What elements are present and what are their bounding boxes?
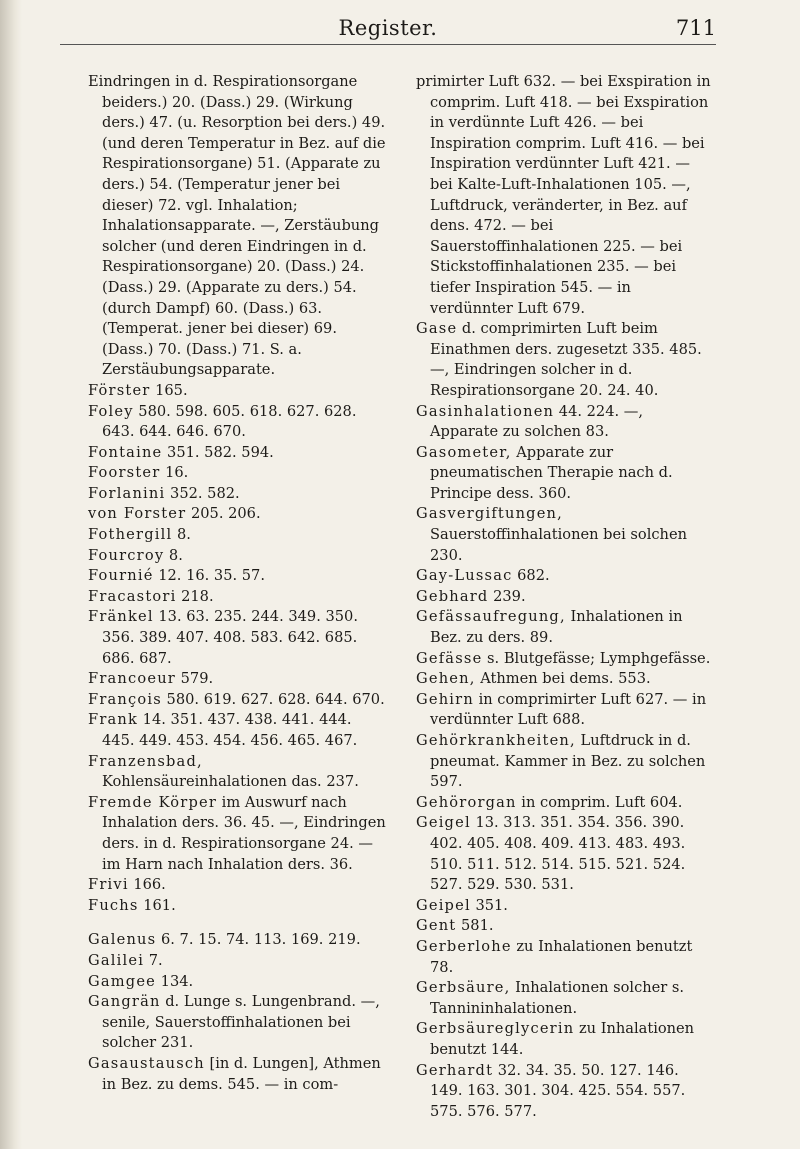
index-entry bbox=[416, 504, 714, 566]
index-references: 351. 582. 594. bbox=[162, 443, 274, 461]
index-references: in comprimirter Luft 627. — in verdünnter Luft 688. bbox=[430, 690, 707, 729]
index-headword: Fracastori bbox=[88, 587, 177, 605]
index-references: 165. bbox=[150, 381, 188, 399]
index-references: d. Lunge s. Lungenbrand. —, senile, Sauerstoffinhalationen bei solcher 231. bbox=[102, 993, 380, 1052]
index-entry bbox=[88, 710, 386, 751]
index-references: 218. bbox=[176, 587, 214, 605]
index-references: 16. bbox=[160, 464, 189, 482]
index-references: Kohlensäureinhalationen das. 237. bbox=[102, 773, 359, 791]
index-references: 682. bbox=[512, 567, 550, 585]
index-headword: Fuchs bbox=[88, 896, 139, 914]
index-headword: Gerberlohe bbox=[416, 937, 512, 955]
index-entry bbox=[416, 669, 714, 690]
index-entry bbox=[88, 443, 386, 464]
index-references: Athmen bei dems. 553. bbox=[475, 670, 651, 688]
page-header bbox=[60, 16, 716, 56]
index-headword: Francoeur bbox=[88, 670, 176, 688]
index-references: d. comprimirten Luft beim Einathmen ders. zugesetzt 335. 485. —, Eindringen solcher in d. Respirationsorgane 20. 24. 40. bbox=[430, 320, 702, 399]
index-references: 351. bbox=[470, 896, 508, 914]
index-headword: Fontaine bbox=[88, 443, 163, 461]
index-entry bbox=[88, 587, 386, 608]
index-references: 13. 63. 235. 244. 349. 350. 356. 389. 407. 408. 583. 642. 685. 686. 687. bbox=[102, 608, 358, 667]
index-references: 7. bbox=[144, 951, 163, 969]
index-references: 12. 16. 35. 57. bbox=[153, 567, 265, 585]
index-entry bbox=[88, 525, 386, 546]
index-headword: Geigel bbox=[416, 814, 471, 832]
index-entry bbox=[88, 951, 386, 972]
index-references: 44. 224. —, Apparate zu solchen 83. bbox=[430, 402, 643, 441]
index-headword: Gehörorgan bbox=[416, 793, 517, 811]
index-headword: Fournié bbox=[88, 567, 154, 585]
page-number: 711 bbox=[675, 16, 716, 40]
index-headword: von Forster bbox=[88, 505, 187, 523]
index-references: 6. 7. 15. 74. 113. 169. 219. bbox=[156, 931, 361, 949]
index-headword: Gefässe bbox=[416, 649, 483, 667]
index-entry bbox=[416, 813, 714, 895]
index-headword: Forlanini bbox=[88, 484, 166, 502]
index-headword: Fremde Körper bbox=[88, 793, 218, 811]
index-references: 134. bbox=[156, 972, 194, 990]
index-entry bbox=[88, 690, 386, 711]
index-entry bbox=[88, 484, 386, 505]
index-entry bbox=[416, 319, 714, 401]
index-headword: Gehörkrankheiten, bbox=[416, 732, 576, 749]
index-headword: Gasinhalationen bbox=[416, 402, 555, 420]
index-references: 8. bbox=[164, 546, 183, 564]
left-column bbox=[88, 72, 386, 1122]
index-references: Apparate zur pneumatischen Therapie nach d. Principe dess. 360. bbox=[430, 443, 673, 502]
index-references: zu Inhalationen benutzt 144. bbox=[430, 1020, 695, 1058]
index-entry bbox=[88, 72, 386, 381]
index-references: 205. 206. bbox=[186, 505, 261, 523]
index-headword: Gase bbox=[416, 320, 458, 338]
index-entry bbox=[88, 669, 386, 690]
index-entry bbox=[416, 1019, 714, 1060]
index-headword: Gasvergiftungen, bbox=[416, 505, 563, 523]
index-references: 32. 34. 35. 50. 127. 146. 149. 163. 301. 304. 425. 554. 557. 575. 576. 577. bbox=[430, 1061, 686, 1120]
index-headword: Förster bbox=[88, 381, 151, 399]
index-headword: Fothergill bbox=[88, 526, 173, 544]
right-column bbox=[416, 72, 714, 1122]
index-headword: François bbox=[88, 690, 162, 708]
index-entry bbox=[416, 731, 714, 793]
index-entry bbox=[416, 587, 714, 608]
index-entry bbox=[88, 896, 386, 917]
index-headword: Fourcroy bbox=[88, 546, 165, 564]
index-headword: Gehirn bbox=[416, 690, 474, 708]
index-headword: Gerhardt bbox=[416, 1061, 494, 1079]
index-entry bbox=[88, 546, 386, 567]
index-entry bbox=[88, 752, 386, 793]
index-references: 580. 619. 627. 628. 644. 670. bbox=[161, 690, 385, 708]
index-headword: Gebhard bbox=[416, 587, 489, 605]
index-entry bbox=[88, 463, 386, 484]
index-references: 580. 598. 605. 618. 627. 628. 643. 644. 646. 670. bbox=[102, 402, 357, 441]
index-headword: Gasaustausch bbox=[88, 1054, 205, 1072]
index-headword: Gangrän bbox=[88, 993, 161, 1011]
index-headword: Galenus bbox=[88, 931, 157, 949]
index-references: im Auswurf nach Inhalation ders. 36. 45. —, Eindringen ders. in d. Respirationsorgane 24. — im Harn nach Inhalation ders. 36. bbox=[102, 793, 386, 873]
index-entry bbox=[88, 875, 386, 896]
index-headword: Gamgee bbox=[88, 972, 157, 990]
index-entry bbox=[88, 930, 386, 951]
index-entry bbox=[416, 1061, 714, 1123]
index-references: 352. 582. bbox=[165, 484, 240, 502]
index-entry bbox=[88, 972, 386, 993]
index-headword: Frivi bbox=[88, 876, 129, 894]
index-references: 161. bbox=[138, 896, 176, 914]
index-references: 166. bbox=[128, 876, 166, 894]
index-references: [in d. Lungen], Athmen in Bez. zu dems. 545. — in com- bbox=[102, 1054, 381, 1093]
index-references: 579. bbox=[175, 670, 214, 688]
index-headword: Foley bbox=[88, 402, 134, 420]
index-entry bbox=[88, 607, 386, 669]
index-references: Luftdruck in d. pneumat. Kammer in Bez. zu solchen 597. bbox=[430, 732, 706, 791]
index-entry bbox=[416, 402, 714, 443]
index-references: zu Inhalationen benutzt 78. bbox=[430, 937, 693, 976]
index-headword: Fränkel bbox=[88, 608, 154, 626]
index-references: Inhalationen solcher s. Tannininhalationen. bbox=[430, 979, 685, 1017]
index-headword: Geipel bbox=[416, 896, 471, 914]
index-entry bbox=[416, 690, 714, 731]
index-entry bbox=[88, 402, 386, 443]
index-references: primirter Luft 632. — bei Exspiration in comprim. Luft 418. — bei Exspiration in verdünnte Luft 426. — bei Inspiration comprim. Luft 416. — bei Inspiration verdünnter Luft 421. — bei Kalte-Luft-Inhalationen 105. —, Luftdruck, veränderter, in Bez. auf dens. 472. — bei Sauerstoffinhalationen 225. — bei Stickstoffinhalationen 235. — bei tiefer Inspiration 545. — in verdünnter Luft 679. bbox=[416, 73, 711, 317]
index-references: in comprim. Luft 604. bbox=[516, 793, 683, 811]
index-references: Inhalationen in Bez. zu ders. 89. bbox=[430, 608, 683, 647]
index-entry bbox=[88, 793, 386, 875]
index-entry bbox=[416, 978, 714, 1019]
index-headword: Gehen, bbox=[416, 670, 476, 688]
index-references: 239. bbox=[488, 587, 526, 605]
index-entry bbox=[88, 381, 386, 402]
index-entry bbox=[416, 649, 714, 670]
header-rule bbox=[60, 44, 716, 45]
index-entry bbox=[88, 504, 386, 525]
book-spine-shadow bbox=[0, 0, 22, 1149]
index-entry bbox=[416, 607, 714, 648]
index-entry bbox=[416, 72, 714, 319]
index-references: Sauerstoffinhalationen bei solchen 230. bbox=[430, 526, 687, 564]
index-references: 13. 313. 351. 354. 356. 390. 402. 405. 408. 409. 413. 483. 493. 510. 511. 512. 514. 515. 521. 524. 527. 529. 530. 531. bbox=[430, 814, 686, 894]
index-references: 8. bbox=[172, 526, 191, 544]
index-references: Eindringen in d. Respirationsorgane beiders.) 20. (Dass.) 29. (Wirkung ders.) 47. (u. Resorption bei ders.) 49. (und deren Temperatur in Bez. auf die Respirationsorgane) 51. (Apparate zu ders.) 54. (Temperatur jener bei dieser) 72. vgl. Inhalation; Inhalationsapparate. —, Zerstäubung solcher (und deren Eindringen in d. Respirationsorgane) 20. (Dass.) 24. (Dass.) 29. (Apparate zu ders.) 54. (durch Dampf) 60. (Dass.) 63. (Temperat. jener bei dieser) 69. (Dass.) 70. (Dass.) 71. S. a. Zerstäubungsapparate. bbox=[88, 73, 386, 379]
index-entry bbox=[416, 937, 714, 978]
index-headword: Foorster bbox=[88, 464, 161, 482]
index-entry bbox=[88, 992, 386, 1054]
index-references: 581. bbox=[456, 917, 494, 935]
index-headword: Gerbsäure, bbox=[416, 979, 511, 997]
index-columns bbox=[88, 72, 714, 1122]
running-head: Register. bbox=[338, 16, 438, 40]
index-references: s. Blutgefässe; Lymphgefässe. bbox=[482, 649, 711, 667]
index-headword: Gerbsäureglycerin bbox=[416, 1020, 575, 1038]
index-references: 14. 351. 437. 438. 441. 444. 445. 449. 453. 454. 456. 465. 467. bbox=[102, 711, 358, 749]
index-headword: Galilei bbox=[88, 951, 145, 969]
index-headword: Frank bbox=[88, 711, 139, 729]
index-headword: Franzensbad, bbox=[88, 752, 203, 770]
index-headword: Gay-Lussac bbox=[416, 567, 513, 585]
index-entry bbox=[416, 916, 714, 937]
index-headword: Gent bbox=[416, 917, 457, 935]
index-entry bbox=[416, 566, 714, 587]
index-entry bbox=[416, 443, 714, 505]
index-entry bbox=[88, 1054, 386, 1095]
index-entry bbox=[88, 566, 386, 587]
index-entry bbox=[416, 793, 714, 814]
index-entry bbox=[416, 896, 714, 917]
index-headword: Gefässaufregung, bbox=[416, 608, 566, 626]
index-headword: Gasometer, bbox=[416, 443, 512, 461]
